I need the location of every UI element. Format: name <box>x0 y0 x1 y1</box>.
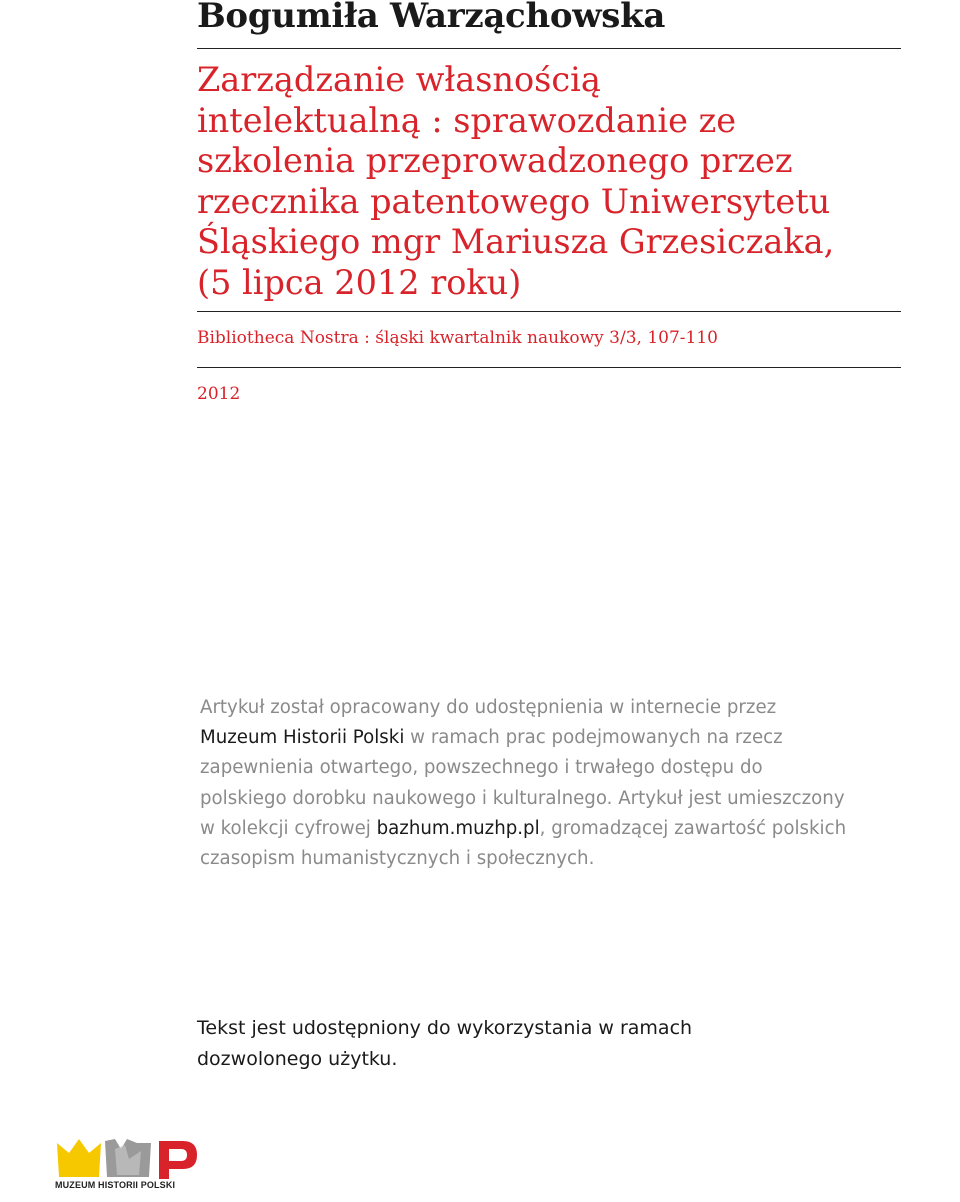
title-line: Zarządzanie własnością <box>197 60 601 99</box>
divider-middle <box>197 311 901 312</box>
title-line: rzecznika patentowego Uniwersytetu <box>197 181 831 221</box>
notice-text: w ramach prac podejmowanych na rzecz <box>404 727 783 749</box>
usage-notice <box>197 1013 692 1075</box>
notice-line <box>200 814 900 844</box>
journal-source: Bibliotheca Nostra : śląski kwartalnik naukowy 3/3, 107-110 <box>197 328 718 348</box>
notice-line: polskiego dorobku naukowego i kulturalnego. Artykuł jest umieszczony <box>200 787 845 809</box>
logo-caption: MUZEUM HISTORII POLSKI <box>55 1180 176 1190</box>
usage-line: Tekst jest udostępniony do wykorzystania w ramach <box>197 1017 693 1039</box>
title-line: Śląskiego mgr Mariusza Grzesiczaka, <box>197 222 835 261</box>
notice-text: w kolekcji cyfrowej <box>200 817 377 839</box>
usage-line: dozwolonego użytku. <box>197 1048 398 1070</box>
notice-line: Artykuł został opracowany do udostępnienia w internecie przez <box>200 697 777 718</box>
notice-line: czasopism humanistycznych i społecznych. <box>200 848 595 870</box>
divider-top <box>197 48 901 49</box>
logo-red-p <box>159 1141 197 1179</box>
divider-bottom <box>197 367 901 368</box>
museum-name: Muzeum Historii Polski <box>200 727 405 749</box>
availability-notice <box>200 693 900 874</box>
notice-text: , gromadzącej zawartość polskich <box>539 817 847 839</box>
author-name: Bogumiła Warząchowska <box>197 0 666 36</box>
title-line: (5 lipca 2012 roku) <box>197 262 522 302</box>
notice-line: zapewnienia otwartego, powszechnego i trwałego dostępu do <box>200 757 763 779</box>
logo-yellow-mark <box>57 1139 101 1177</box>
notice-line <box>200 723 900 753</box>
document-title <box>197 60 897 303</box>
title-line: intelektualną : sprawozdanie ze <box>197 100 737 140</box>
publication-year: 2012 <box>197 384 241 404</box>
collection-link[interactable]: bazhum.muzhp.pl <box>376 817 540 839</box>
title-line: szkolenia przeprowadzonego przez <box>197 141 793 180</box>
